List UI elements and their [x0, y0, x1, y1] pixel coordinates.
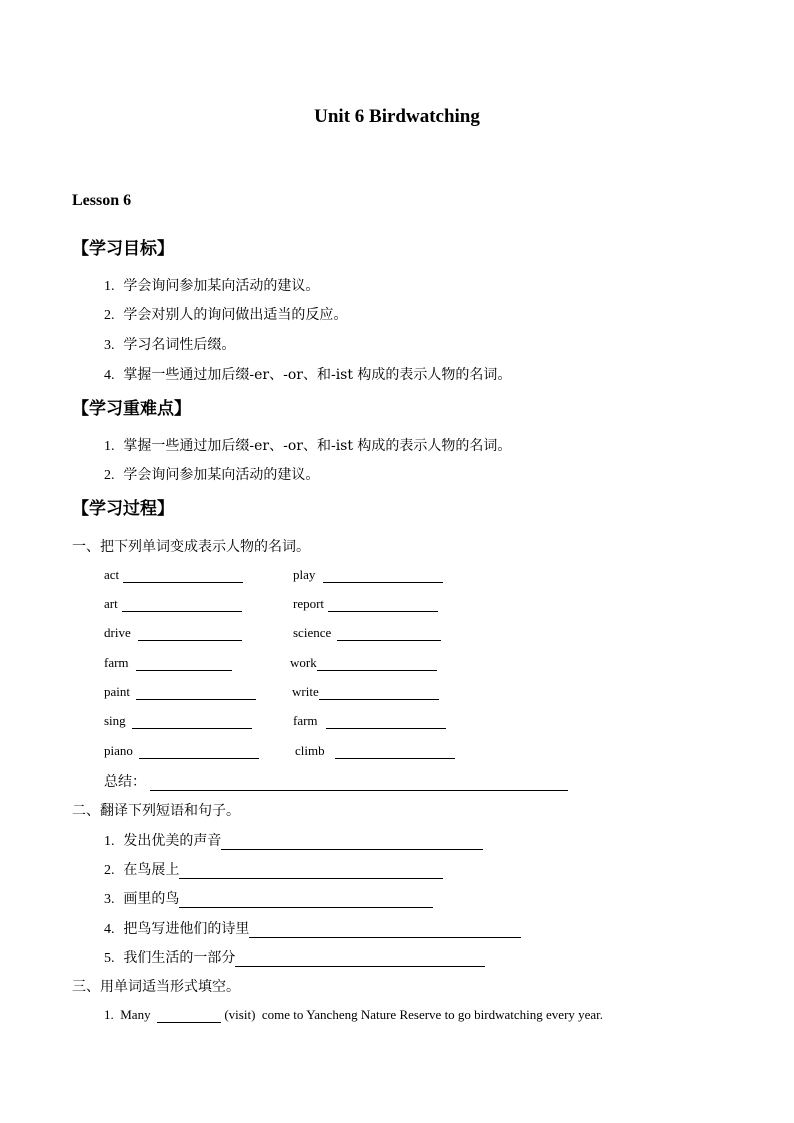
answer-blank[interactable] [326, 716, 446, 729]
objective-item: 2. 学会对别人的询问做出适当的反应。 [104, 307, 348, 323]
word-blank-row: paint [104, 684, 256, 700]
keypoints-heading: 【学习重难点】 [72, 399, 191, 419]
translate-item: 1. 发出优美的声音 [104, 830, 483, 850]
answer-blank[interactable] [317, 658, 437, 671]
word-blank-row: farm [293, 713, 446, 729]
document-title: Unit 6 Birdwatching [314, 106, 480, 127]
answer-blank[interactable] [179, 866, 443, 879]
answer-blank[interactable] [337, 628, 441, 641]
answer-blank[interactable] [122, 599, 242, 612]
keypoint-item: 1. 掌握一些通过加后缀-er、-or、和-ist 构成的表示人物的名词。 [104, 438, 512, 454]
translate-item: 4. 把鸟写进他们的诗里 [104, 918, 521, 938]
lesson-label: Lesson 6 [72, 192, 132, 209]
summary-row: 总结： [104, 771, 568, 791]
process-heading: 【学习过程】 [72, 499, 174, 519]
answer-blank[interactable] [221, 837, 483, 850]
answer-blank[interactable] [179, 895, 433, 908]
translate-item: 2. 在鸟展上 [104, 859, 443, 879]
word-blank-row: drive [104, 625, 242, 641]
fill-item: 1. Many (visit) come to Yancheng Nature Reserve to go birdwatching every year. [104, 1007, 604, 1022]
answer-blank[interactable] [157, 1010, 221, 1023]
answer-blank[interactable] [235, 954, 485, 967]
word-blank-row: report [293, 596, 438, 612]
answer-blank[interactable] [138, 628, 242, 641]
exercise1-title: 一、把下列单词变成表示人物的名词。 [72, 539, 310, 555]
summary-blank[interactable] [150, 778, 568, 791]
objective-item: 3. 学习名词性后缀。 [104, 337, 236, 353]
answer-blank[interactable] [132, 716, 252, 729]
objective-item: 1. 学会询问参加某向活动的建议。 [104, 278, 320, 294]
answer-blank[interactable] [136, 687, 256, 700]
word-blank-row: act [104, 567, 243, 583]
answer-blank[interactable] [335, 746, 455, 759]
word-blank-row: play [293, 567, 443, 583]
objective-item: 4. 掌握一些通过加后缀-er、-or、和-ist 构成的表示人物的名词。 [104, 367, 512, 383]
word-blank-row: sing [104, 713, 252, 729]
word-blank-row: work [290, 655, 437, 671]
answer-blank[interactable] [123, 570, 243, 583]
answer-blank[interactable] [319, 687, 439, 700]
objectives-heading: 【学习目标】 [72, 239, 174, 259]
answer-blank[interactable] [328, 599, 438, 612]
word-blank-row: farm [104, 655, 232, 671]
answer-blank[interactable] [136, 658, 232, 671]
word-blank-row: piano [104, 743, 259, 759]
word-blank-row: climb [295, 743, 455, 759]
keypoint-item: 2. 学会询问参加某向活动的建议。 [104, 467, 320, 483]
translate-item: 3. 画里的鸟 [104, 888, 433, 908]
answer-blank[interactable] [249, 925, 521, 938]
word-blank-row: art [104, 596, 242, 612]
word-blank-row: science [293, 625, 441, 641]
answer-blank[interactable] [323, 570, 443, 583]
answer-blank[interactable] [139, 746, 259, 759]
translate-item: 5. 我们生活的一部分 [104, 947, 485, 967]
word-blank-row: write [292, 684, 439, 700]
exercise2-title: 二、翻译下列短语和句子。 [72, 803, 240, 819]
exercise3-title: 三、用单词适当形式填空。 [72, 979, 240, 995]
